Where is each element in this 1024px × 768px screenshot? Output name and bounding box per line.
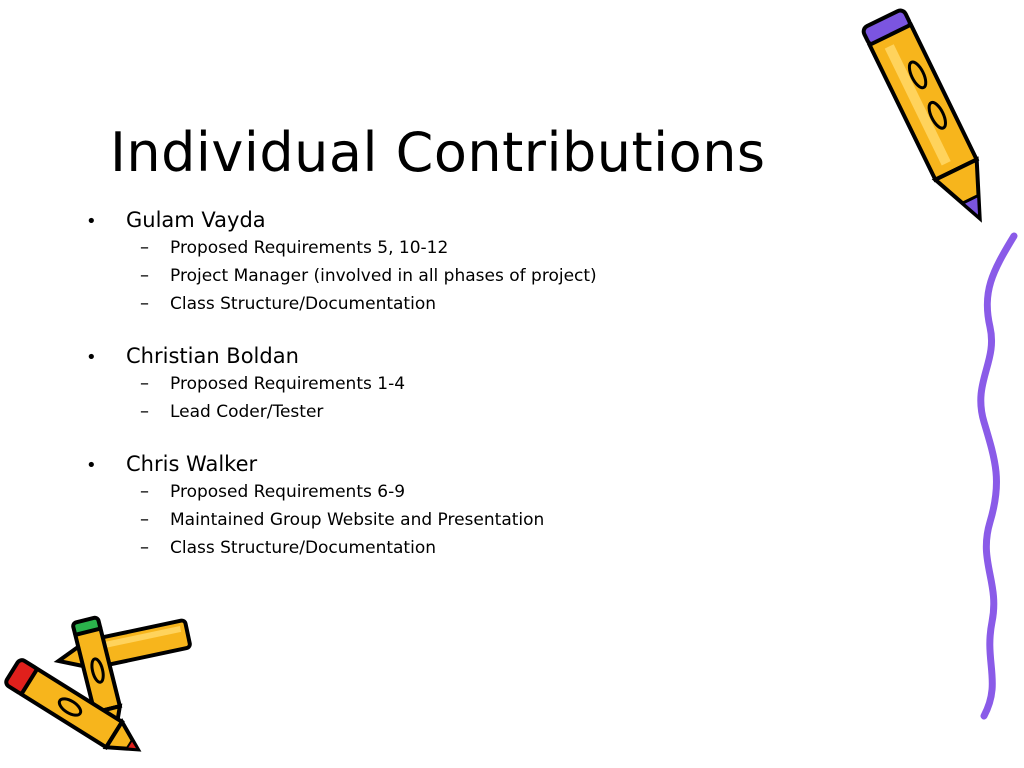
pencil-icon (860, 2, 1010, 242)
contribution-text: Maintained Group Website and Presentation (170, 510, 545, 530)
dash-icon: – (140, 401, 149, 422)
contributions-list (86, 206, 786, 586)
dash-icon: – (140, 293, 149, 314)
dash-icon: – (140, 373, 149, 394)
list-item (86, 342, 786, 370)
person-name: Christian Boldan (126, 344, 299, 368)
dash-icon: – (140, 537, 149, 558)
slide-title: Individual Contributions (110, 121, 766, 184)
list-item (86, 450, 786, 478)
contribution-text: Lead Coder/Tester (170, 402, 324, 422)
contribution-text: Proposed Requirements 6-9 (170, 482, 406, 502)
person-block (86, 206, 786, 318)
dash-icon: – (140, 237, 149, 258)
squiggle-line-icon (962, 232, 1022, 722)
person-block (86, 450, 786, 562)
person-name: Chris Walker (126, 452, 258, 476)
list-item (86, 206, 786, 234)
person-name: Gulam Vayda (126, 208, 266, 232)
contribution-text: Project Manager (involved in all phases of project) (170, 266, 597, 286)
contribution-text: Class Structure/Documentation (170, 538, 436, 558)
dash-icon: – (140, 265, 149, 286)
contribution-text: Class Structure/Documentation (170, 294, 436, 314)
sub-list-item (86, 478, 786, 506)
person-block (86, 342, 786, 426)
bullet-icon: • (86, 347, 97, 368)
dash-icon: – (140, 481, 149, 502)
sub-list-item (86, 370, 786, 398)
contribution-text: Proposed Requirements 5, 10-12 (170, 238, 449, 258)
sub-list-item (86, 398, 786, 426)
bullet-icon: • (86, 455, 97, 476)
sub-list-item (86, 234, 786, 262)
sub-list-item (86, 262, 786, 290)
sub-list-item (86, 534, 786, 562)
dash-icon: – (140, 509, 149, 530)
sub-list-item (86, 290, 786, 318)
crossed-pencils-icon (0, 612, 210, 762)
bullet-icon: • (86, 211, 97, 232)
sub-list-item (86, 506, 786, 534)
contribution-text: Proposed Requirements 1-4 (170, 374, 406, 394)
